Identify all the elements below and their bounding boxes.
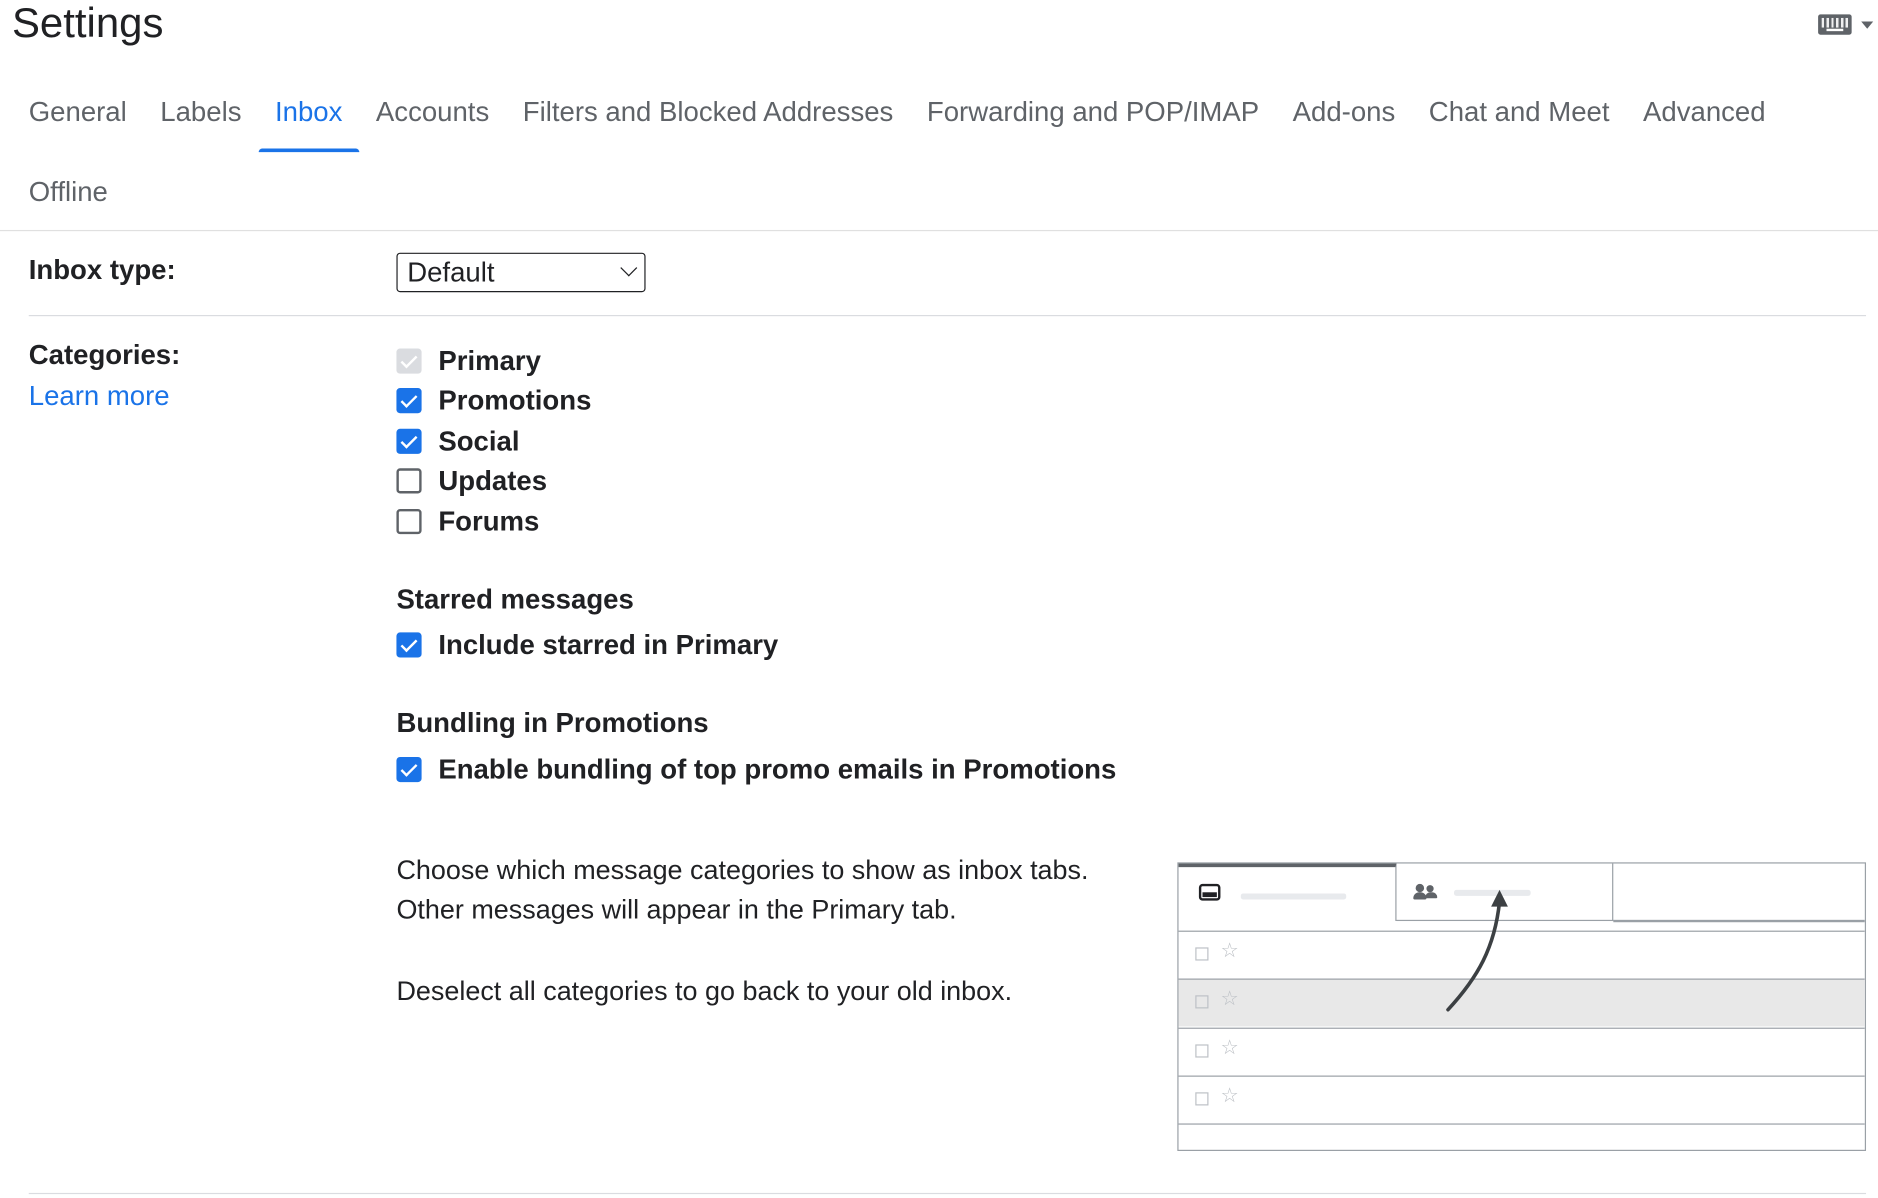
category-social-label: Social [438,424,520,456]
tab-inbox[interactable]: Inbox [258,84,359,152]
inbox-type-label: Inbox type: [28,253,176,286]
categories-reset-note: Deselect all categories to go back to your old inbox. [396,976,1013,1007]
category-promotions-label: Promotions [438,383,592,416]
starred-heading: Starred messages [396,583,634,615]
section-divider [29,315,1866,316]
page-title: Settings [11,0,164,47]
inbox-type-value: Default [407,256,495,288]
category-forums-label: Forums [438,504,540,536]
bundling-option[interactable] [396,751,1116,787]
category-primary-label: Primary [438,344,541,376]
checkbox-primary [396,348,421,373]
tab-chat-meet[interactable]: Chat and Meet [1428,95,1610,127]
checkbox-updates[interactable] [396,468,421,493]
tab-add-ons[interactable]: Add-ons [1292,95,1396,127]
checkbox-include-starred[interactable] [396,632,421,657]
tab-offline[interactable]: Offline [28,176,108,208]
bundling-label: Enable bundling of top promo emails in Promotions [438,752,1117,784]
categories-description: Choose which message categories to show as inbox tabs. Other messages will appear in the Primary tab. [396,855,1089,925]
category-primary[interactable] [396,343,541,379]
tab-row-secondary [12,164,1868,230]
category-promotions[interactable] [396,382,591,418]
keyboard-icon[interactable] [1818,14,1852,34]
inbox-tabs-illustration [1177,862,1866,1151]
tab-forwarding-pop-imap[interactable]: Forwarding and POP/IMAP [926,95,1260,127]
checkbox-bundling[interactable] [396,756,421,781]
category-updates-label: Updates [438,464,548,496]
caret-down-icon[interactable] [1861,21,1873,28]
star-icon: ☆ [1220,1083,1239,1107]
star-icon: ☆ [1220,1036,1239,1059]
tab-accounts[interactable]: Accounts [375,95,490,127]
bundling-heading: Bundling in Promotions [396,706,709,738]
settings-tabs [12,84,1868,230]
section-divider-bottom [29,1193,1866,1194]
include-starred-option[interactable] [396,626,778,662]
categories-label: Categories: [28,338,181,371]
category-updates[interactable] [396,462,547,498]
category-social[interactable] [396,423,519,459]
tab-row-primary [12,84,1868,152]
checkbox-forums[interactable] [396,508,421,533]
chevron-down-icon [620,259,637,276]
learn-more-link[interactable]: Learn more [28,379,170,411]
tab-divider [0,230,1878,231]
include-starred-label: Include starred in Primary [438,628,779,660]
input-tools[interactable] [1818,14,1873,34]
category-forums[interactable] [396,503,539,539]
star-icon: ☆ [1220,986,1239,1010]
checkbox-social[interactable] [396,428,421,453]
tab-filters-blocked[interactable]: Filters and Blocked Addresses [522,95,894,127]
star-icon: ☆ [1220,938,1239,962]
tab-advanced[interactable]: Advanced [1643,95,1766,127]
inbox-type-select[interactable] [396,253,645,293]
tab-general[interactable]: General [28,95,127,127]
arrow-icon [1179,864,1866,1151]
tab-labels[interactable]: Labels [160,95,242,127]
checkbox-promotions[interactable] [396,387,421,412]
